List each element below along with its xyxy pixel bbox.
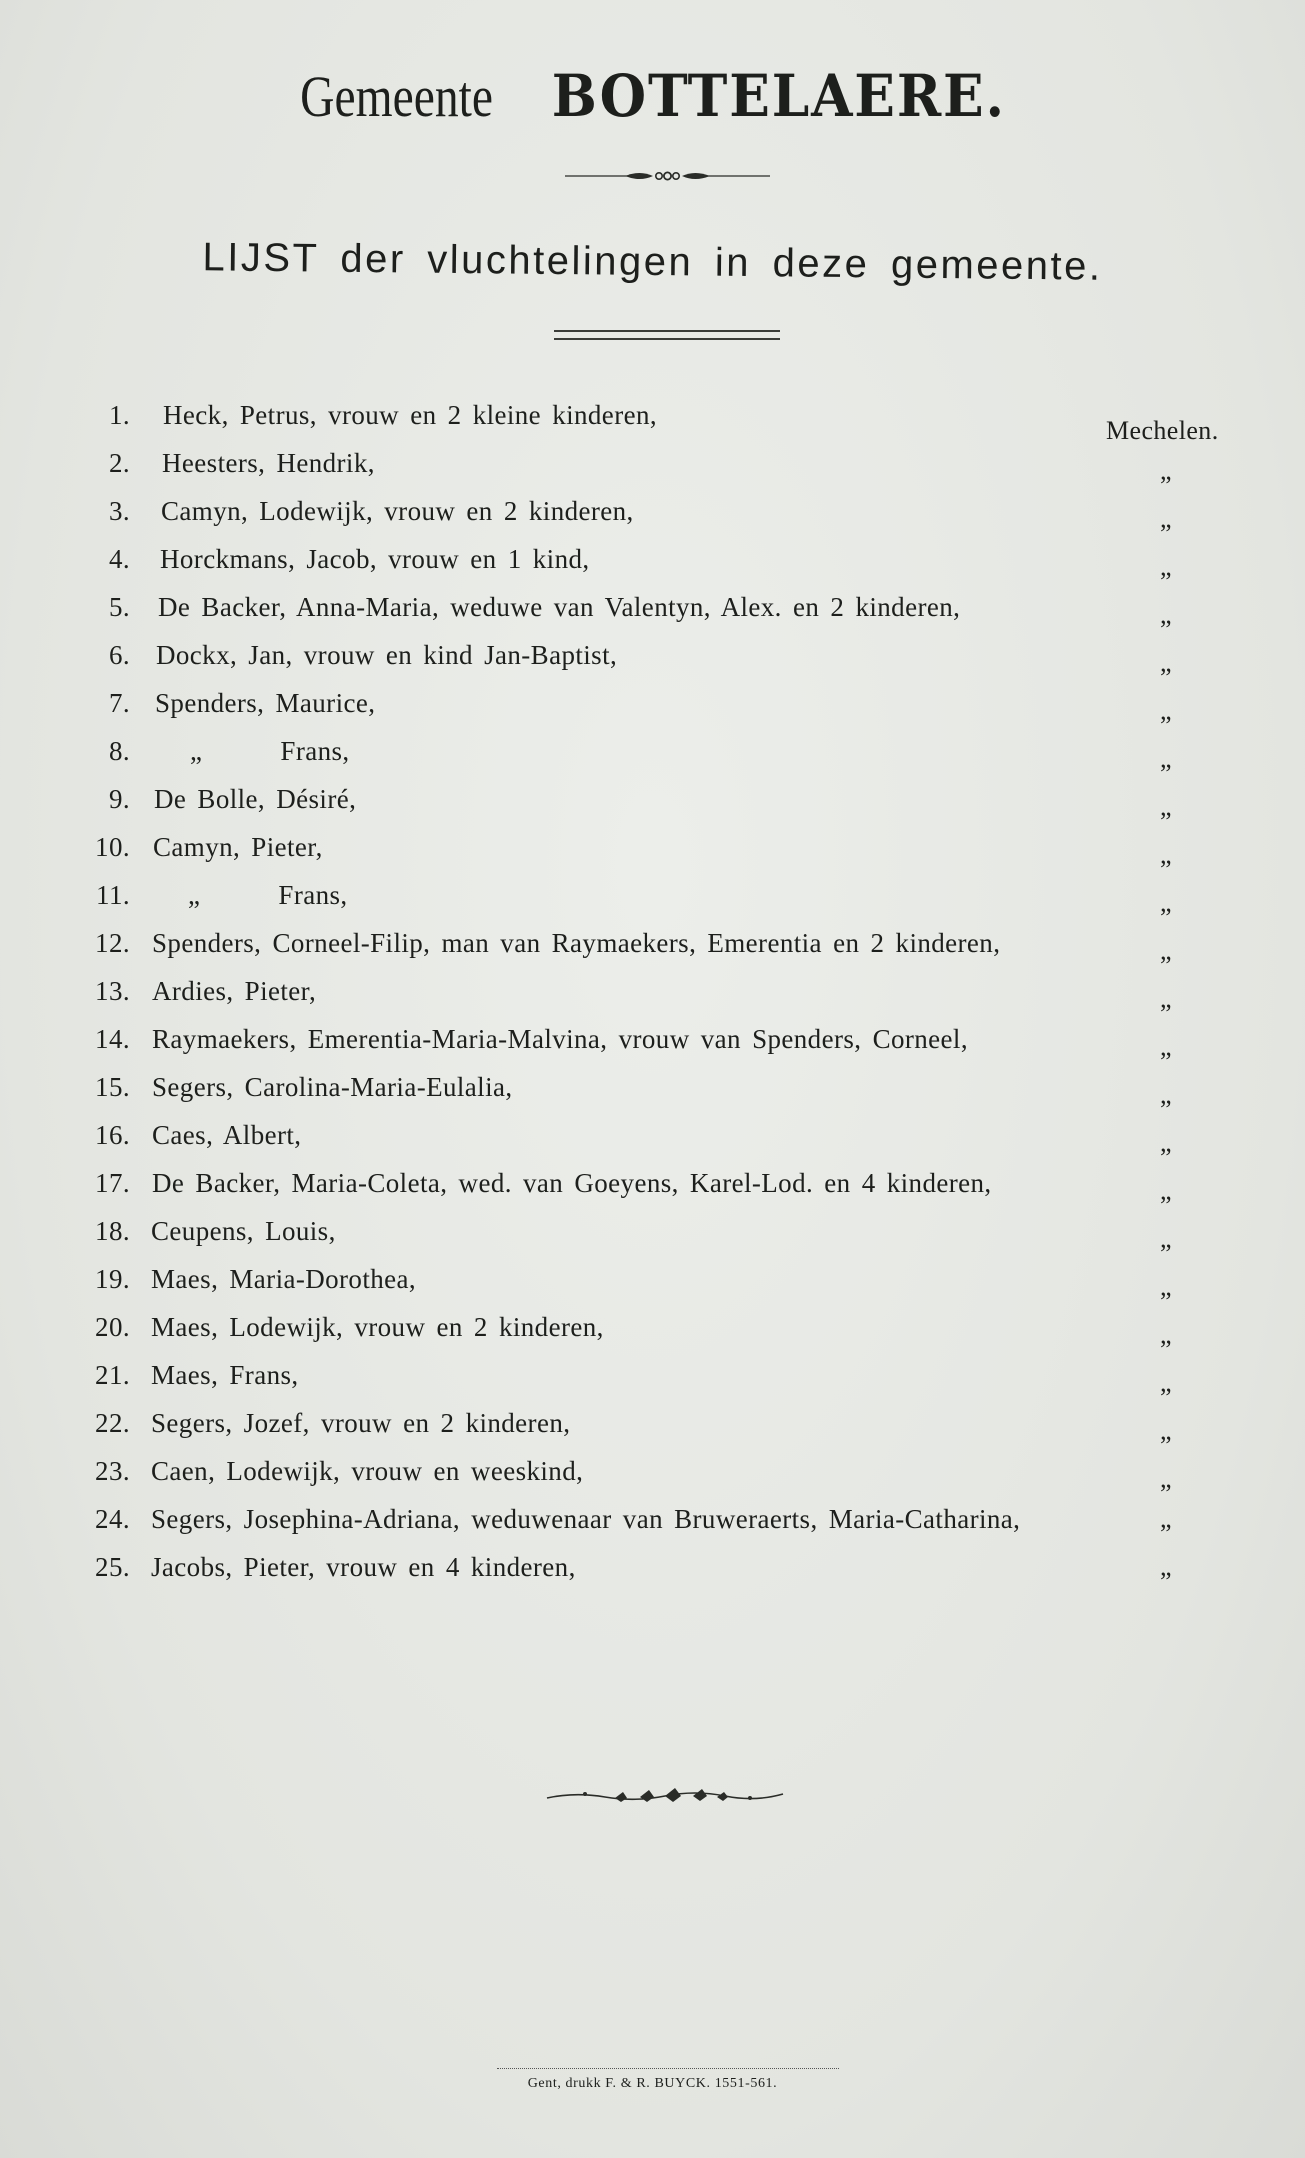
entry-number: 11.	[96, 880, 130, 910]
entry-number: 15.	[95, 1072, 130, 1102]
list-item	[0, 784, 1305, 828]
list-item	[0, 1216, 1305, 1260]
entry-name: Camyn, Pieter,	[153, 832, 323, 862]
entry-place: „	[1160, 456, 1172, 485]
entry-place: „	[1160, 504, 1172, 533]
entry-place: „	[1160, 600, 1172, 629]
entry-number: 14.	[95, 1024, 130, 1054]
entry-number: 16.	[95, 1120, 130, 1150]
entry-number: 7.	[108, 688, 130, 718]
entry-number: 20.	[95, 1312, 130, 1342]
entry-name: Raymaekers, Emerentia-Maria-Malvina, vrouw van Spenders, Corneel,	[152, 1024, 968, 1054]
entry-name: Segers, Carolina-Maria-Eulalia,	[152, 1072, 513, 1102]
list-item	[0, 1456, 1305, 1500]
list-item	[0, 736, 1305, 780]
entry-place: „	[1160, 1224, 1172, 1253]
entry-place: „	[1160, 1504, 1172, 1533]
entry-name: Spenders, Corneel-Filip, man van Raymaekers, Emerentia en 2 kinderen,	[152, 928, 1001, 958]
entry-place: „	[1160, 1552, 1172, 1581]
entry-name: De Backer, Anna-Maria, weduwe van Valentyn, Alex. en 2 kinderen,	[158, 592, 961, 622]
entry-place: „	[1160, 1320, 1172, 1349]
entry-place: „	[1160, 888, 1172, 917]
title-prefix: Gemeente	[300, 64, 494, 129]
list-item	[0, 1120, 1305, 1164]
imprint-rule	[497, 2068, 839, 2069]
entry-name: Maes, Maria-Dorothea,	[151, 1264, 417, 1294]
flourish-ornament-icon	[565, 168, 770, 184]
entry-name: Segers, Josephina-Adriana, weduwenaar van Bruweraerts, Maria-Catharina,	[151, 1504, 1021, 1534]
entry-number: 24.	[95, 1504, 130, 1534]
entry-place: „	[1160, 552, 1172, 581]
entry-number: 1.	[108, 400, 130, 430]
entry-name: Jacobs, Pieter, vrouw en 4 kinderen,	[151, 1552, 576, 1582]
entry-place: „	[1160, 648, 1172, 677]
entry-number: 10.	[95, 832, 130, 862]
list-item	[0, 640, 1305, 684]
refugee-list	[0, 400, 1305, 1610]
list-item	[0, 496, 1305, 540]
list-item	[0, 1024, 1305, 1068]
entry-number: 4.	[108, 544, 130, 574]
list-item	[0, 1408, 1305, 1452]
entry-place: „	[1160, 1032, 1172, 1061]
entry-name: Caes, Albert,	[152, 1120, 302, 1150]
entry-name: Caen, Lodewijk, vrouw en weeskind,	[151, 1456, 584, 1486]
list-item	[0, 1552, 1305, 1596]
entry-place: „	[1160, 840, 1172, 869]
list-item	[0, 1312, 1305, 1356]
entry-number: 23.	[95, 1456, 130, 1486]
entry-number: 18.	[95, 1216, 130, 1246]
entry-place: „	[1160, 792, 1172, 821]
entry-number: 6.	[108, 640, 130, 670]
entry-place: „	[1160, 1464, 1172, 1493]
entry-place: „	[1160, 1176, 1172, 1205]
list-item	[0, 688, 1305, 732]
entry-number: 9.	[108, 784, 130, 814]
list-item	[0, 832, 1305, 876]
list-item	[0, 400, 1305, 444]
entry-name: Horckmans, Jacob, vrouw en 1 kind,	[160, 544, 590, 574]
entry-place: „	[1160, 696, 1172, 725]
list-item	[0, 928, 1305, 972]
entry-name: Camyn, Lodewijk, vrouw en 2 kinderen,	[161, 496, 634, 526]
list-item	[0, 544, 1305, 588]
entry-place: „	[1160, 1368, 1172, 1397]
list-item	[0, 880, 1305, 924]
entry-number: 19.	[95, 1264, 130, 1294]
entry-place: „	[1160, 1416, 1172, 1445]
entry-name: De Backer, Maria-Coleta, wed. van Goeyens, Karel-Lod. en 4 kinderen,	[152, 1168, 992, 1198]
entry-name: Maes, Frans,	[151, 1360, 299, 1390]
entry-place: „	[1160, 1272, 1172, 1301]
list-item	[0, 1168, 1305, 1212]
entry-name: Dockx, Jan, vrouw en kind Jan-Baptist,	[156, 640, 618, 670]
entry-number: 25.	[95, 1552, 130, 1582]
entry-number: 13.	[95, 976, 130, 1006]
list-item	[0, 592, 1305, 636]
entry-name: Heck, Petrus, vrouw en 2 kleine kinderen,	[163, 400, 658, 430]
entry-name: Maes, Lodewijk, vrouw en 2 kinderen,	[151, 1312, 604, 1342]
entry-place: „	[1160, 744, 1172, 773]
municipality-name: BOTTELAERE.	[551, 62, 1007, 130]
entry-name: „ Frans,	[188, 880, 348, 910]
entry-number: 2.	[108, 448, 130, 478]
entry-number: 8.	[108, 736, 130, 766]
entry-number: 22.	[95, 1408, 130, 1438]
entry-place: Mechelen.	[1106, 416, 1219, 445]
entry-name: Heesters, Hendrik,	[162, 448, 375, 478]
page-title	[0, 62, 1305, 130]
entry-number: 17.	[95, 1168, 130, 1198]
entry-number: 21.	[95, 1360, 130, 1390]
entry-name: Ceupens, Louis,	[151, 1216, 336, 1246]
entry-number: 12.	[95, 928, 130, 958]
entry-place: „	[1160, 984, 1172, 1013]
vine-ornament-icon	[545, 1784, 785, 1808]
entry-number: 3.	[108, 496, 130, 526]
list-item	[0, 1360, 1305, 1404]
entry-name: Ardies, Pieter,	[152, 976, 317, 1006]
printer-imprint: Gent, drukk F. & R. BUYCK. 1551-561.	[527, 2076, 778, 2091]
entry-name: „ Frans,	[190, 736, 350, 766]
entry-name: De Bolle, Désiré,	[154, 784, 357, 814]
entry-place: „	[1160, 1128, 1172, 1157]
list-item	[0, 976, 1305, 1020]
list-item	[0, 448, 1305, 492]
entry-name: Spenders, Maurice,	[155, 688, 376, 718]
entry-place: „	[1160, 1080, 1172, 1109]
list-item	[0, 1504, 1305, 1548]
list-item	[0, 1264, 1305, 1308]
entry-place: „	[1160, 936, 1172, 965]
double-rule-divider	[554, 330, 780, 340]
entry-name: Segers, Jozef, vrouw en 2 kinderen,	[151, 1408, 571, 1438]
list-item	[0, 1072, 1305, 1116]
list-subtitle: LIJST der vluchtelingen in deze gemeente.	[202, 235, 1103, 289]
entry-number: 5.	[108, 592, 130, 622]
